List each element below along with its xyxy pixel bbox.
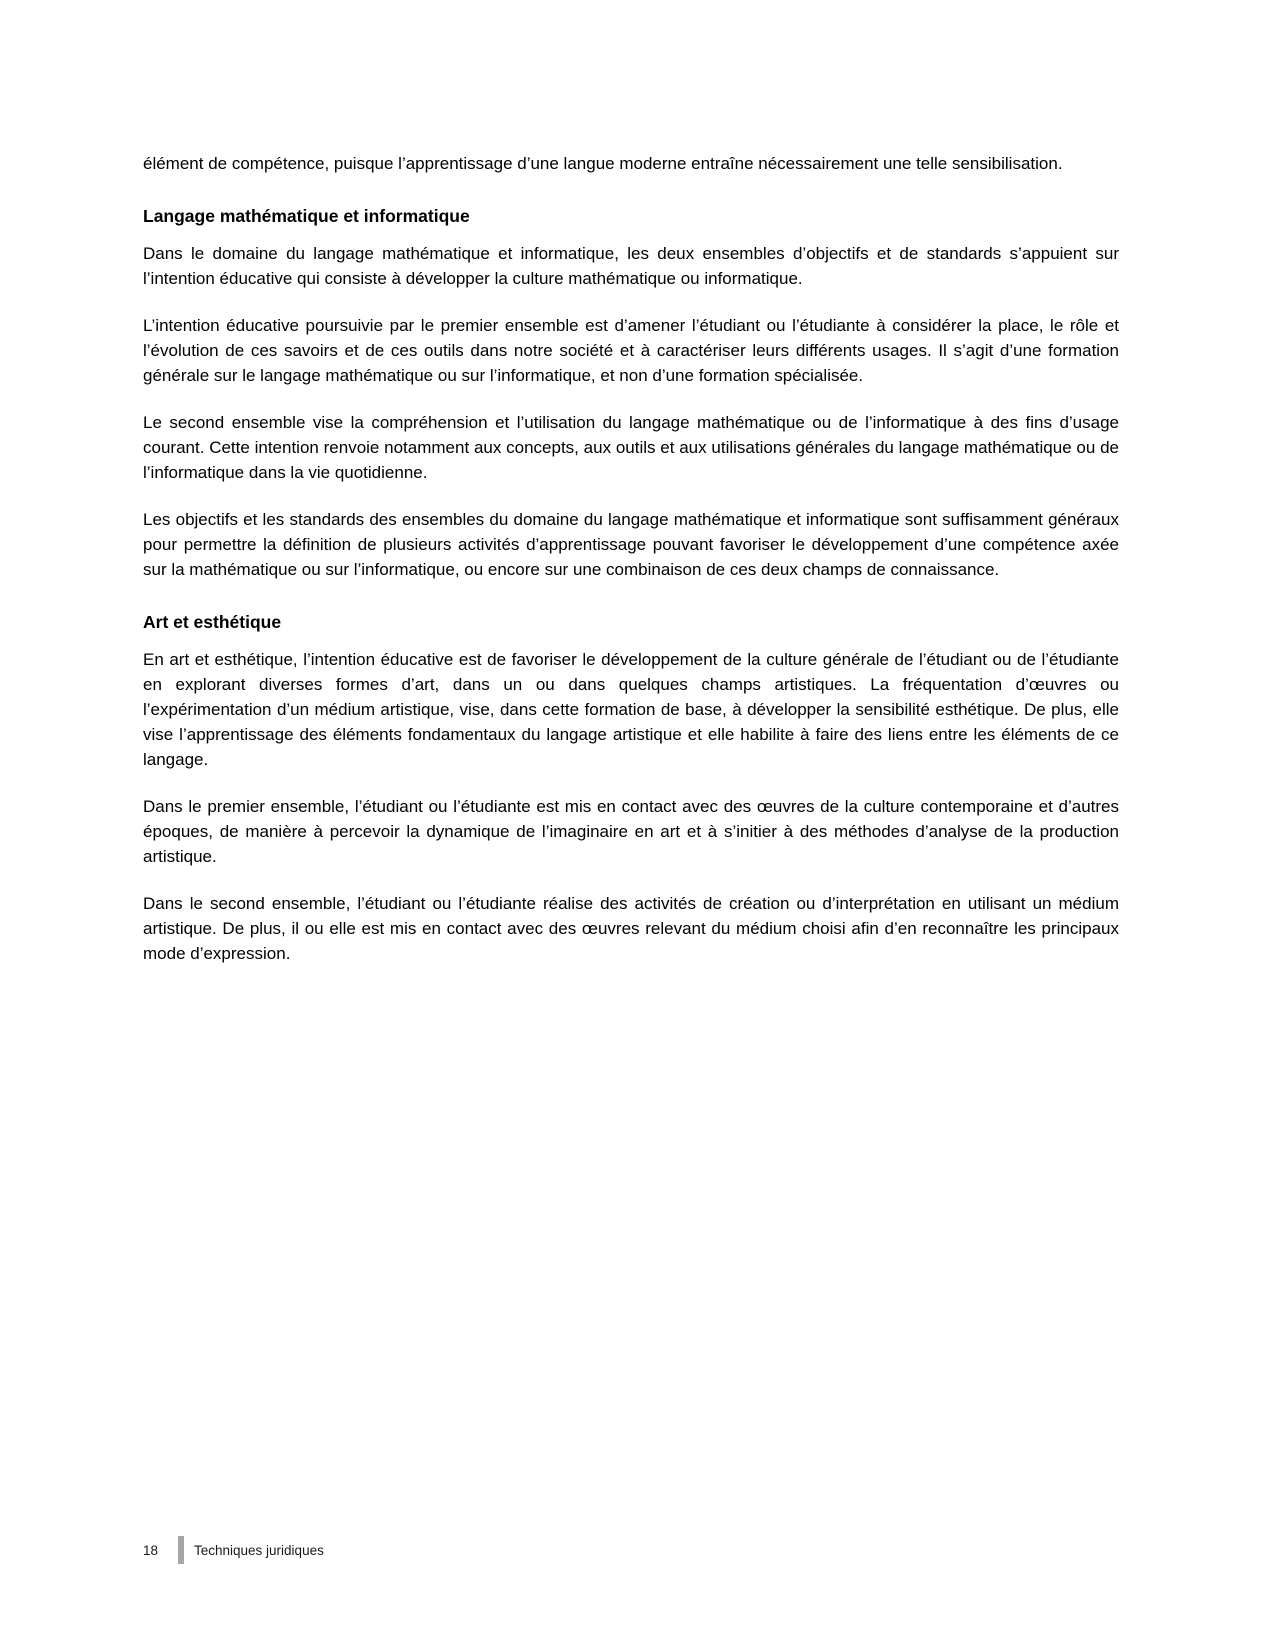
paragraph-objectifs-standards: Les objectifs et les standards des ensembles du domaine du langage mathématique et informatique sont suffisamment généraux pour permettre la définition de plusieurs activités d’apprentissage pouvant favoriser le développement d’une compétence axée sur la mathématique ou sur l’informatique, ou encore sur une combinaison de ces deux champs de connaissance.: [143, 510, 1119, 579]
page-number: 18: [143, 1542, 159, 1558]
page-footer: [143, 1536, 324, 1564]
paragraph-premier-ensemble-oeuvres: Dans le premier ensemble, l’étudiant ou l’étudiante est mis en contact avec des œuvres de la culture contemporaine et d’autres époques, de manière à percevoir la dynamique de l’imaginaire en art et à s’initier à des méthodes d’analyse de la production artistique.: [143, 797, 1119, 866]
section-heading-art-esthetique: Art et esthétique: [143, 612, 282, 632]
footer-section-title: Techniques juridiques: [194, 1542, 324, 1558]
page-content: [143, 151, 1119, 988]
paragraph-second-ensemble-comprehension: Le second ensemble vise la compréhension et l’utilisation du langage mathématique ou de l’informatique à des fins d’usage courant. Cette intention renvoie notamment aux concepts, aux outils et aux utilisations générales du langage mathématique ou de l’informatique dans la vie quotidienne.: [143, 413, 1119, 482]
paragraph-second-ensemble-creation: Dans le second ensemble, l’étudiant ou l’étudiante réalise des activités de création ou d’interprétation en utilisant un médium artistique. De plus, il ou elle est mis en contact avec des œuvres relevant du médium choisi afin d’en reconnaître les principaux mode d’expression.: [143, 894, 1119, 963]
section-heading-langage-mathematique-informatique: Langage mathématique et informatique: [143, 206, 470, 226]
paragraph-art-esthetique-intention: En art et esthétique, l’intention éducative est de favoriser le développement de la culture générale de l’étudiant ou de l’étudiante en explorant diverses formes d’art, dans un ou dans quelques champs artistiques. La fréquentation d’œuvres ou l’expérimentation d’un médium artistique, vise, dans cette formation de base, à développer la sensibilité esthétique. De plus, elle vise l’apprentissage des éléments fondamentaux du langage artistique et elle habilite à faire des liens entre les éléments de ce langage.: [143, 650, 1119, 769]
footer-divider: [178, 1536, 184, 1564]
paragraph-intention-premier-ensemble: L’intention éducative poursuivie par le premier ensemble est d’amener l’étudiant ou l’étudiante à considérer la place, le rôle et l’évolution de ces savoirs et de ces outils dans notre société et à caractériser leurs différents usages. Il s’agit d’une formation générale sur le langage mathématique ou sur l’informatique, et non d’une formation spécialisée.: [143, 316, 1119, 385]
paragraph-domaine-langage: Dans le domaine du langage mathématique et informatique, les deux ensembles d’objectifs et de standards s’appuient sur l’intention éducative qui consiste à développer la culture mathématique ou informatique.: [143, 244, 1119, 288]
paragraph-language-continuation: élément de compétence, puisque l’apprentissage d’une langue moderne entraîne nécessairement une telle sensibilisation.: [143, 154, 1063, 173]
